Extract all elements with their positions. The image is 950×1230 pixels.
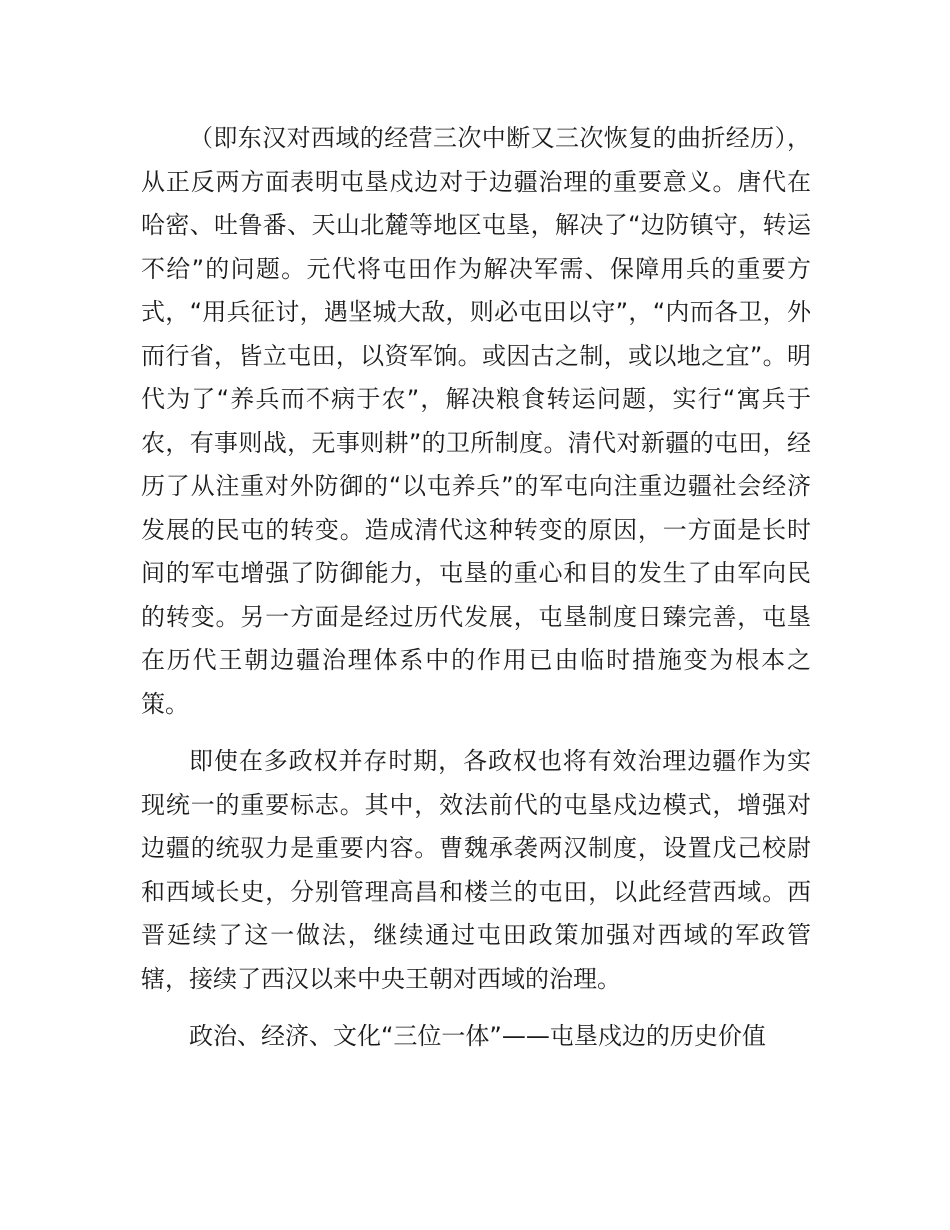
paragraph-1: （即东汉对西域的经营三次中断又三次恢复的曲折经历），从正反两方面表明屯垦戍边对于边疆治理的重要意义。唐代在哈密、吐鲁番、天山北麓等地区屯垦，解决了“边防镇守，转运不给”的问题。元代将屯田作为解决军需、保障用兵的重要方式，“用兵征讨，遇坚城大敌，则必屯田以守”，“内而各卫，外而行省，皆立屯田，以资军饷。或因古之制，或以地之宜”。明代为了“养兵而不病于农”，解决粮食转运问题，实行“寓兵于农，有事则战，无事则耕”的卫所制度。清代对新疆的屯田，经历了从注重对外防御的“以屯养兵”的军屯向注重边疆社会经济发展的民屯的转变。造成清代这种转变的原因，一方面是长时间的军屯增强了防御能力，屯垦的重心和目的发生了由军向民的转变。另一方面是经过历代发展，屯垦制度日臻完善，屯垦在历代王朝边疆治理体系中的作用已由临时措施变为根本之策。 [141,124,811,718]
paragraph-2: 即使在多政权并存时期，各政权也将有效治理边疆作为实现统一的重要标志。其中，效法前代的屯垦戍边模式，增强对边疆的统驭力是重要内容。曹魏承袭两汉制度，设置戊己校尉和西域长史，分别管理高昌和楼兰的屯田，以此经营西域。西晋延续了这一做法，继续通过屯田政策加强对西域的军政管辖，接续了西汉以来中央王朝对西域的治理。 [141,747,811,993]
document-body [141,117,811,1059]
section-heading: 政治、经济、文化“三位一体”——屯垦戍边的历史价值 [189,1022,766,1050]
